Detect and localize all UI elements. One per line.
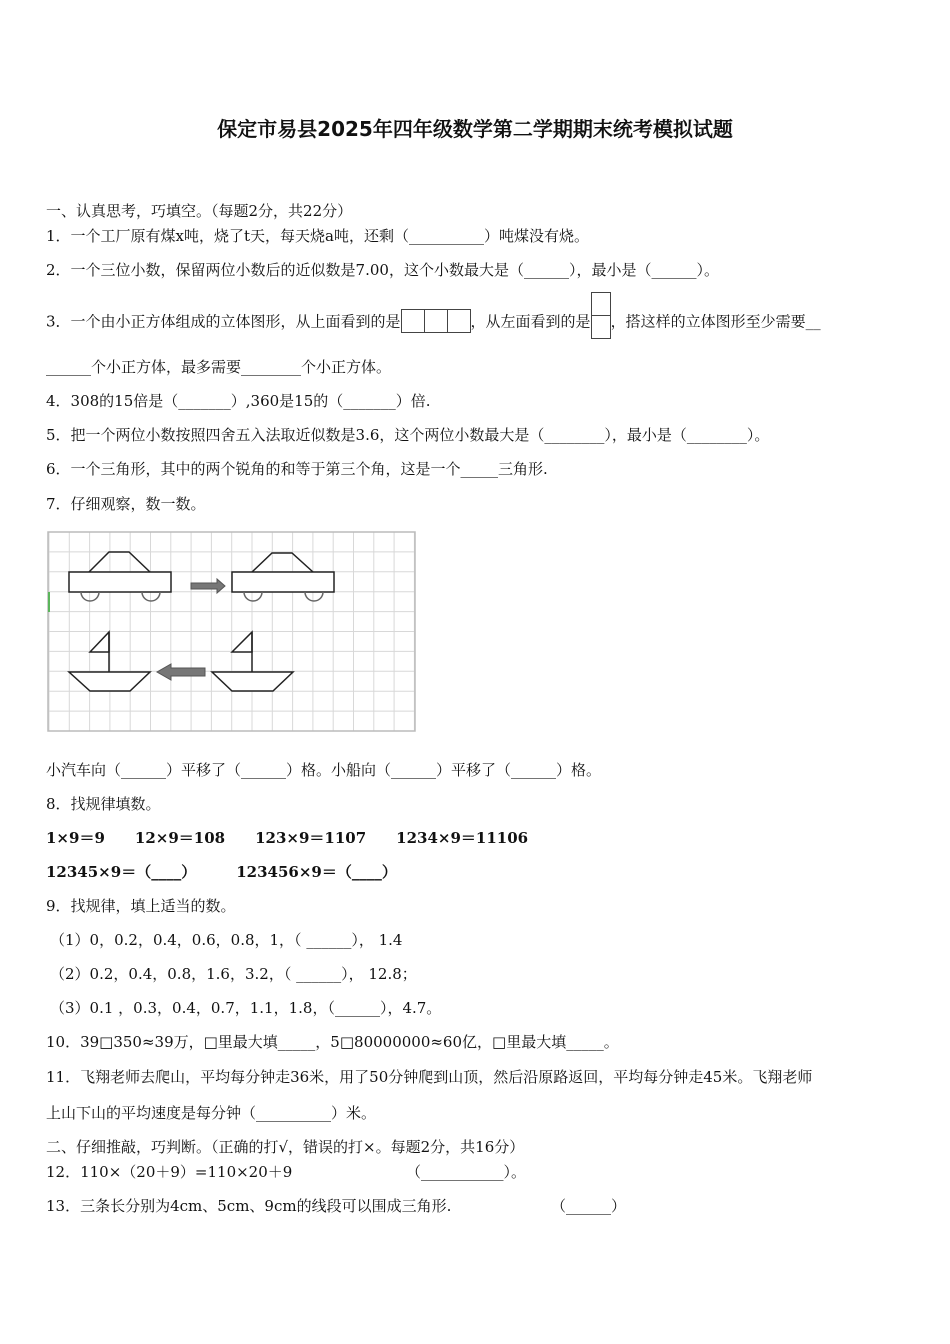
question-8: 8．找规律填数。	[46, 795, 161, 813]
question-3-text-a: 3．一个由小正方体组成的立体图形，从上面看到的是	[46, 312, 401, 331]
question-8-row-2	[46, 862, 397, 882]
equation: 1×9＝9	[46, 829, 105, 847]
left-view-figure	[591, 292, 611, 339]
question-1: 1．一个工厂原有煤x吨，烧了t天，每天烧a吨，还剩（__________）吨煤没有烧。	[46, 227, 589, 245]
question-11-continued: 上山下山的平均速度是每分钟（__________）米。	[46, 1104, 377, 1122]
top-view-figure	[401, 309, 471, 333]
question-7: 7．仔细观察，数一数。	[46, 495, 206, 513]
green-marker	[48, 592, 50, 612]
question-13-text: 13．三条长分别为4cm、5cm、9cm的线段可以围成三角形.	[46, 1197, 452, 1215]
question-9: 9．找规律，填上适当的数。	[46, 897, 236, 915]
question-9-part-1: （1）0，0.2，0.4，0.6，0.8，1，（ ______）， 1.4	[50, 931, 403, 949]
equation: 12345×9＝（____）	[46, 863, 197, 881]
answer-blank: （___________）。	[406, 1163, 527, 1181]
arrow-right-icon	[191, 579, 225, 593]
section-1-heading: 一、认真思考，巧填空。（每题2分，共22分）	[46, 202, 353, 220]
equation: 1234×9＝11106	[396, 829, 529, 847]
page-title: 保定市易县2025年四年级数学第二学期期末统考模拟试题	[217, 117, 733, 141]
section-2-heading: 二、仔细推敲，巧判断。（正确的打√，错误的打×。每题2分，共16分）	[46, 1138, 525, 1156]
grid-lines	[48, 532, 415, 731]
boat-translated	[69, 632, 150, 691]
question-9-part-2: （2）0.2，0.4，0.8，1.6，3.2，（ ______）， 12.8；	[50, 965, 417, 983]
question-3-continued: ______个小正方体，最多需要________个小正方体。	[46, 358, 392, 376]
car-original	[69, 552, 171, 601]
question-11: 11．飞翔老师去爬山，平均每分钟走36米，用了50分钟爬到山顶，然后沿原路返回，平均每分钟走45米。飞翔老师	[46, 1068, 813, 1086]
question-6: 6．一个三角形，其中的两个锐角的和等于第三个角，这是一个_____三角形.	[46, 460, 548, 478]
question-13	[46, 1196, 627, 1216]
question-4: 4．308的15倍是（_______）,360是15的（_______）倍.	[46, 392, 431, 410]
arrow-left-icon	[157, 664, 205, 680]
equation: 12×9＝108	[134, 829, 226, 847]
question-3	[46, 306, 821, 339]
boat-original	[212, 632, 293, 691]
translation-grid-figure	[45, 528, 420, 736]
question-12	[46, 1162, 527, 1182]
equation: 123456×9＝（____）	[236, 863, 397, 881]
question-8-row-1	[46, 828, 528, 848]
answer-blank: （______）	[551, 1197, 627, 1215]
question-3-text-b: ，从左面看到的是	[470, 312, 591, 331]
question-10: 10．39□350≈39万，□里最大填_____，5□80000000≈60亿，□里最大填_____。	[46, 1033, 619, 1051]
question-3-text-c: ，搭这样的立体图形至少需要__	[610, 312, 821, 331]
question-12-expression: 12．110×（20＋9）=110×20＋9	[46, 1163, 293, 1181]
question-2: 2．一个三位小数，保留两位小数后的近似数是7.00，这个小数最大是（______），最小是（______）。	[46, 261, 719, 279]
equation: 123×9＝1107	[255, 829, 367, 847]
question-7-answer: 小汽车向（______）平移了（______）格。小船向（______）平移了（______）格。	[46, 761, 602, 779]
question-9-part-3: （3）0.1 ，0.3，0.4，0.7，1.1，1.8，（______），4.7。	[50, 999, 442, 1017]
car-translated	[232, 553, 334, 601]
question-5: 5．把一个两位小数按照四舍五入法取近似数是3.6，这个两位小数最大是（________），最小是（________）。	[46, 426, 770, 444]
